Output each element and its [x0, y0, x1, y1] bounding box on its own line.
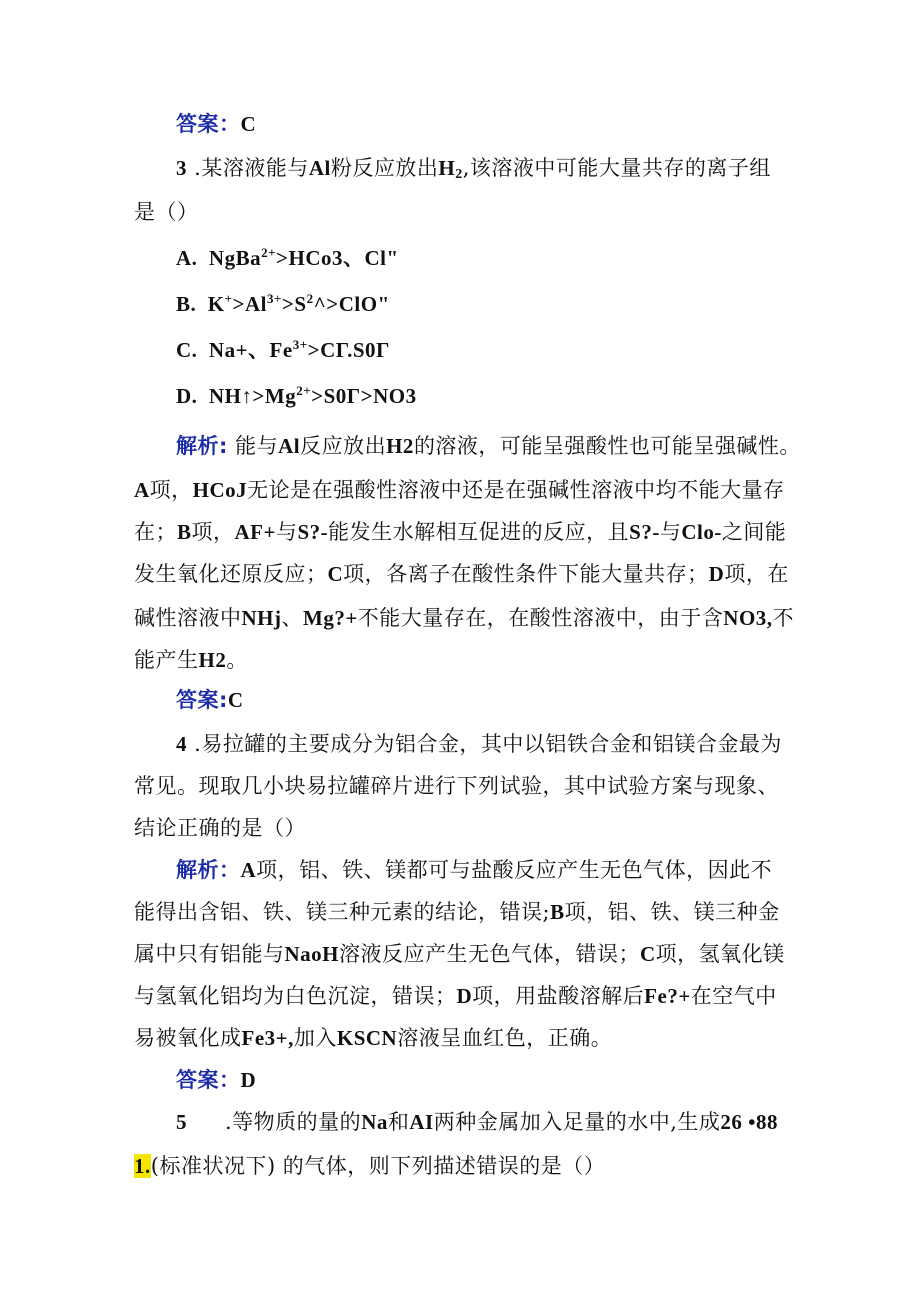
option-letter: B. [176, 292, 197, 316]
analysis-3-line-1: 解析: 能与Al反应放出H2的溶液，可能呈强酸性也可能呈强碱性。 [176, 434, 801, 458]
question-5-line-1: 5 .等物质的量的Na和AI两种金属加入足量的水中,生成26 •88 [176, 1110, 778, 1134]
question-4-line-1: 4 .易拉罐的主要成分为铝合金，其中以铝铁合金和铝镁合金最为 [176, 732, 782, 756]
analysis-3-line-4: 发生氧化还原反应；C项，各离子在酸性条件下能大量共存；D项，在 [134, 562, 789, 586]
answer-label: 答案: [176, 688, 228, 712]
analysis-3-line-5: 碱性溶液中NHj、Mg?+不能大量存在，在酸性溶液中，由于含NO3,不 [134, 606, 795, 630]
question-3-line-2: 是（） [134, 200, 199, 224]
analysis-4-line-2: 能得出含铝、铁、镁三种元素的结论，错误;B项，铝、铁、镁三种金 [134, 900, 780, 924]
analysis-4-line-4: 与氢氧化铝均为白色沉淀，错误；D项，用盐酸溶解后Fe?+在空气中 [134, 984, 777, 1008]
analysis-label: 解析： [176, 858, 241, 882]
option-b: B. $K^+>Al^{3+}>S^2\^{}>ClO$" [176, 291, 390, 316]
analysis-3-line-2: A项，HCoJ无论是在强酸性溶液中还是在强碱性溶液中均不能大量存 [134, 478, 785, 502]
analysis-label: 解析: [176, 434, 228, 458]
analysis-4-line-1: 解析：A项，铝、铁、镁都可与盐酸反应产生无色气体，因此不 [176, 858, 773, 882]
question-5-line-2: 1.(标准状况下) 的气体，则下列描述错误的是（） [134, 1154, 606, 1178]
question-number: 3 [176, 156, 187, 180]
question-4-line-3: 结论正确的是（） [134, 816, 306, 840]
answer-line [176, 109, 256, 139]
analysis-4-line-5: 易被氧化成Fe3+,加入KSCN溶液呈血红色，正确。 [134, 1026, 613, 1050]
analysis-4-line-3: 属中只有铝能与NaoH溶液反应产生无色气体，错误；C项，氢氧化镁 [134, 942, 785, 966]
question-4-line-2: 常见。现取几小块易拉罐碎片进行下列试验，其中试验方案与现象、 [134, 774, 779, 798]
question-number: 5 [176, 1110, 187, 1134]
answer-label: 答案： [176, 1068, 241, 1092]
answer-value: C [227, 688, 244, 712]
option-d: D. $NH↑>Mg^{2+}>S0\Gamma>NO3$ [176, 383, 417, 408]
highlighted-text: 1. [134, 1154, 151, 1178]
answer-line [176, 685, 244, 715]
option-a: A. NgBa$^{2+}$>HCo3、Cl" [176, 245, 399, 270]
answer-value: C [240, 112, 257, 136]
answer-line [176, 1065, 256, 1095]
question-number: 4 [176, 732, 187, 756]
option-letter: C. [176, 338, 198, 362]
option-letter: A. [176, 246, 198, 270]
option-letter: D. [176, 384, 198, 408]
option-c: C. Na+、$Fe^{3+}>C\Gamma.S0\Gamma$ [176, 337, 390, 362]
answer-value: D [240, 1068, 257, 1092]
analysis-3-line-6: 能产生H2。 [134, 648, 248, 672]
question-3-line-1: 3 .某溶液能与Al粉反应放出$H_2$,该溶液中可能大量共存的离子组 [176, 156, 771, 182]
answer-label: 答案： [176, 112, 241, 136]
analysis-3-line-3: 在；B项，AF+与S?-能发生水解相互促进的反应，且S?-与Clo-之间能 [134, 520, 787, 544]
